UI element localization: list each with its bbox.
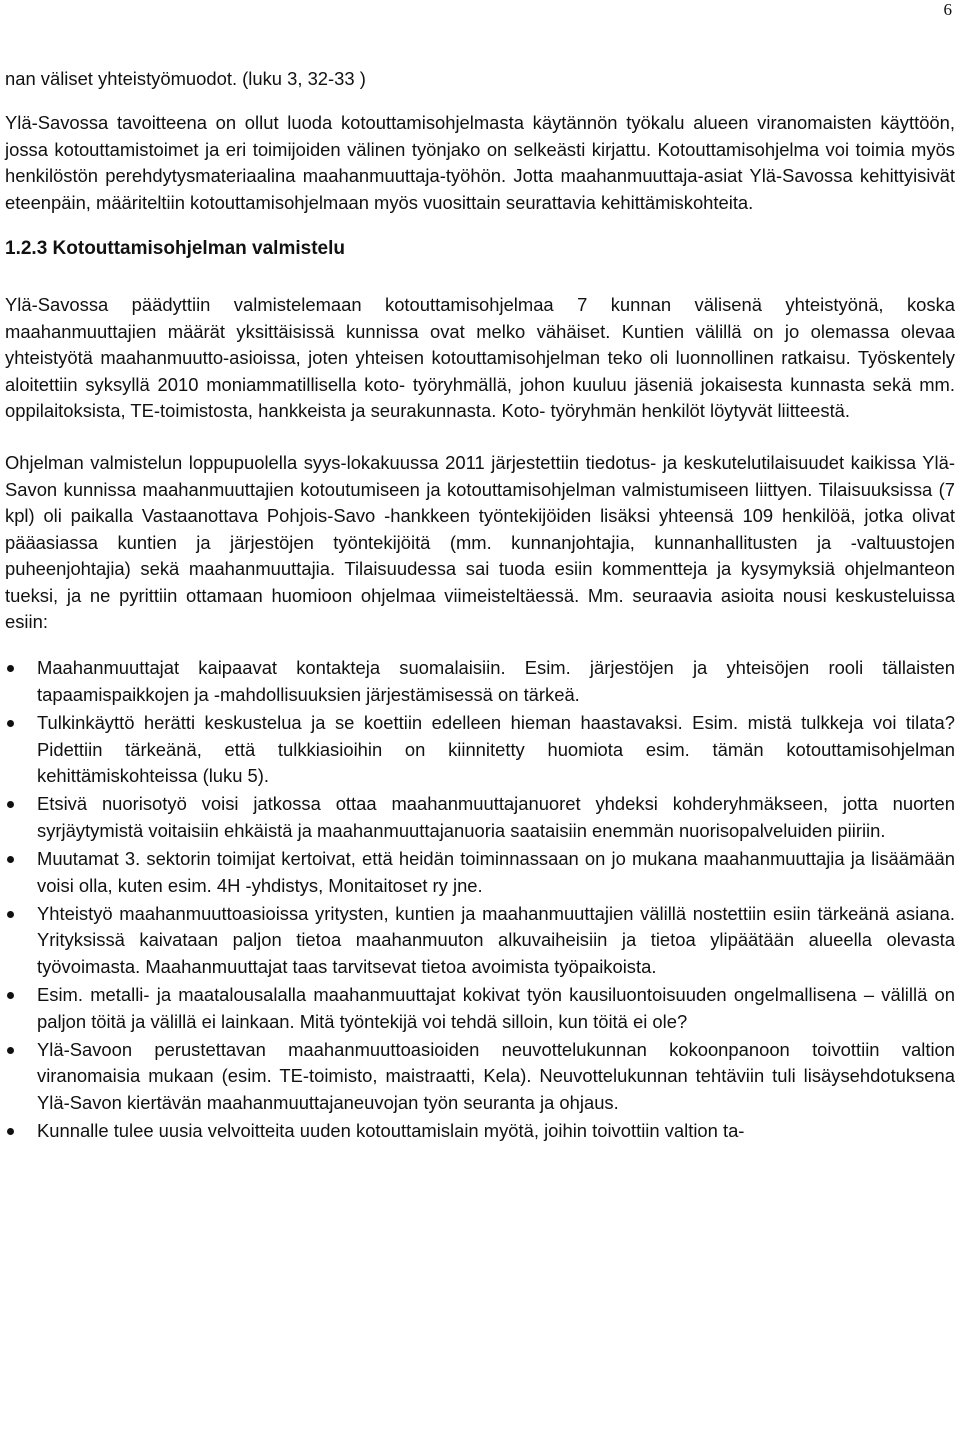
bullet-icon xyxy=(7,1047,14,1054)
intro-line: nan väliset yhteistyömuodot. (luku 3, 32-33 ) xyxy=(5,68,366,89)
bullet-icon xyxy=(7,665,14,672)
bullet-icon xyxy=(7,801,14,808)
bullet-icon xyxy=(7,856,14,863)
bullet-icon xyxy=(7,911,14,918)
list-item xyxy=(5,846,955,899)
list-item-text: Maahanmuuttajat kaipaavat kontakteja suomalaisiin. Esim. järjestöjen ja yhteisöjen rooli tällaisten tapaamispaikkojen ja -mahdollisuuksien järjestämisessä on tärkeä. xyxy=(37,657,955,705)
bullet-icon xyxy=(7,720,14,727)
document-body xyxy=(5,66,955,1147)
list-item xyxy=(5,791,955,844)
list-item-text: Ylä-Savoon perustettavan maahanmuuttoasioiden neuvottelukunnan kokoonpanoon toivottiin valtion viranomaisia mukaan (esim. TE-toimisto, maistraatti, Kela). Neuvottelukunnan tehtäviin tuli lisäysehdotuksena Ylä-Savon kiertävän maahanmuuttajaneuvojan työn seuranta ja ohjaus. xyxy=(37,1039,955,1113)
list-item xyxy=(5,901,955,980)
list-item xyxy=(5,1118,955,1144)
list-item-text: Muutamat 3. sektorin toimijat kertoivat, että heidän toiminnassaan on jo mukana maahanmuuttajia ja lisäämään voisi olla, kuten esim. 4H -yhdistys, Monitaitoset ry jne. xyxy=(37,848,955,896)
list-item-text: Yhteistyö maahanmuuttoasioissa yritysten, kuntien ja maahanmuuttajien välillä nostettiin esiin tärkeänä asiana. Yrityksissä kaivataan paljon tietoa maahanmuuton alkuvaiheisiin ja tietoa ylipäätään alueella olevasta työvoimasta. Maahanmuuttajat taas tarvitsevat tietoa avoimista työpaikoista. xyxy=(37,902,955,977)
section-heading: 1.2.3 Kotouttamisohjelman valmistelu xyxy=(5,238,345,260)
list-item xyxy=(5,982,955,1035)
list-item xyxy=(5,1037,955,1116)
paragraph-2: Ylä-Savossa päädyttiin valmistelemaan kotouttamisohjelmaa 7 kunnan välisenä yhteistyönä, koska maahanmuuttajien määrät yksittäisissä kunnissa ovat melko vähäiset. Kuntien välillä on jo olemassa olevaa yhteistyötä maahanmuutto-asioissa, joten yhteisen kotouttamisohjelman teko oli luonnollinen ratkaisu. Työskentely aloitettiin syksyllä 2010 moniammatillisella koto- työryhmällä, johon kuuluu jäseniä jokaisesta kunnasta sekä mm. oppilaitoksista, TE-toimistosta, hankkeista ja seurakunnasta. Koto- työryhmän henkilöt löytyvät liitteestä. xyxy=(5,294,955,422)
list-item xyxy=(5,710,955,789)
page-number: 6 xyxy=(943,0,952,19)
list-item-text: Tulkinkäyttö herätti keskustelua ja se koettiin edelleen hieman haastavaksi. Esim. mistä tulkkeja voi tilata? Pidettiin tärkeänä, että tulkkiasioihin on kiinnitetty huomiota esim. tämän kotouttamisohjelman kehittämiskohteissa (luku 5). xyxy=(37,712,955,786)
bullet-icon xyxy=(7,1128,14,1135)
bullet-icon xyxy=(7,992,14,999)
list-item-text: Esim. metalli- ja maatalousalalla maahanmuuttajat kokivat työn kausiluontoisuuden ongelmallisena – välillä on paljon töitä ja välillä ei lainkaan. Mitä työntekijä voi tehdä silloin, kun töitä ei ole? xyxy=(37,984,955,1032)
list-item-text: Kunnalle tulee uusia velvoitteita uuden kotouttamislain myötä, joihin toivottiin valtion ta- xyxy=(37,1120,745,1142)
paragraph-3: Ohjelman valmistelun loppupuolella syys-lokakuussa 2011 järjestettiin tiedotus- ja keskutelutilaisuudet kaikissa Ylä-Savon kunnissa maahanmuuttajien kotoutumiseen ja kotouttamisohjelman valmistumiseen liittyen. Tilaisuuksissa (7 kpl) oli paikalla Vastaanottava Pohjois-Savo -hankkeen työntekijöiden lisäksi yhteensä 109 henkilöä, jotka olivat pääasiassa kuntien ja järjestöjen työntekijöitä (mm. kunnanjohtajia, kunnanhallitusten ja -valtuustojen puheenjohtajia) sekä maahanmuuttajia. Tilaisuudessa sai tuoda esiin kommentteja ja kysymyksiä ohjelmanteon tueksi, ja ne pyrittiin ottamaan huomioon ohjelmaa viimeisteltäessä. Mm. seuraavia asioita nousi keskusteluissa esiin: xyxy=(5,452,955,632)
list-item xyxy=(5,655,955,708)
discussion-points-list xyxy=(5,655,955,1144)
list-item-text: Etsivä nuorisotyö voisi jatkossa ottaa maahanmuuttajanuoret yhdeksi kohderyhmäkseen, jotta nuorten syrjäytymistä voitaisiin ehkäistä ja maahanmuuttajanuoria saataisiin enemmän nuorisopalveluiden piiriin. xyxy=(37,793,955,841)
paragraph-1: Ylä-Savossa tavoitteena on ollut luoda kotouttamisohjelmasta käytännön työkalu alueen viranomaisten käyttöön, jossa kotouttamistoimet ja eri toimijoiden välinen työnjako on selkeästi kirjattu. Kotouttamisohjelma voi toimia myös henkilöstön perehdytysmateriaalina maahanmuuttaja-työhön. Jotta maahanmuuttaja-asiat Ylä-Savossa kehittyisivät eteenpäin, määriteltiin kotouttamisohjelmaan myös vuosittain seurattavia kehittämiskohteita. xyxy=(5,112,955,213)
